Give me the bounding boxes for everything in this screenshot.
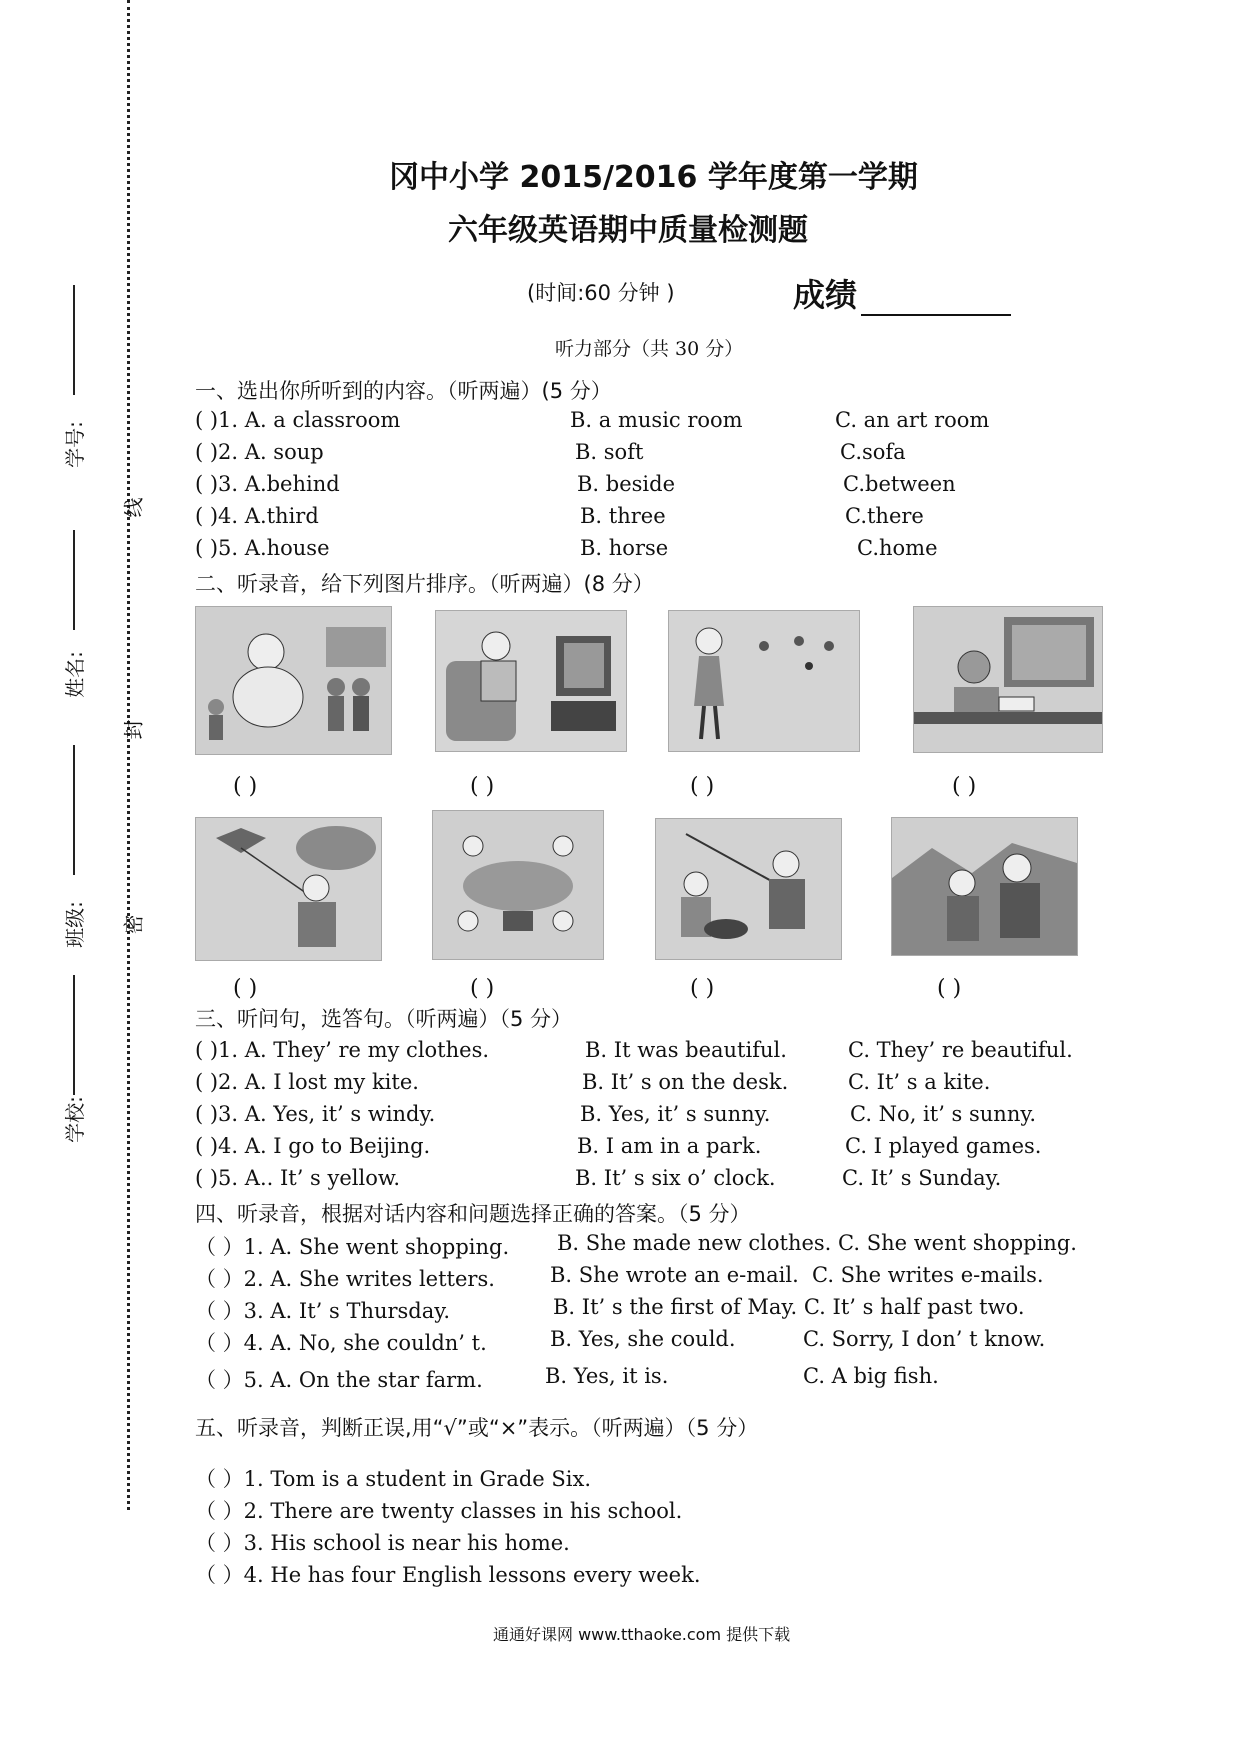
football-picture bbox=[668, 610, 860, 752]
s4-q5-b: B. Yes, it is. bbox=[545, 1364, 669, 1388]
s3-q1-b: B. It was beautiful. bbox=[585, 1038, 787, 1062]
s4-q4-b: B. Yes, she could. bbox=[550, 1327, 736, 1351]
s4-q1-b: B. She made new clothes. C. She went shopping. bbox=[557, 1231, 1077, 1255]
s4-q1-a: （ ）1. A. She went shopping. bbox=[195, 1235, 510, 1259]
watching-tv-picture bbox=[435, 610, 627, 752]
s4-q4-c: C. Sorry, I don’ t know. bbox=[803, 1327, 1046, 1351]
s5-q3: （ ）3. His school is near his home. bbox=[195, 1531, 570, 1555]
score-blank[interactable] bbox=[861, 286, 1011, 316]
seal-word-secret: 密 bbox=[121, 914, 146, 935]
s4-q2-b: B. She wrote an e-mail. bbox=[550, 1263, 799, 1287]
order-answer-3[interactable]: ( ) bbox=[690, 774, 715, 799]
fishing-picture bbox=[655, 818, 842, 960]
s1-q4-c: C.there bbox=[845, 504, 924, 528]
s3-q4-b: B. I am in a park. bbox=[577, 1134, 762, 1158]
time-label: (时间:60 分钟 ) bbox=[527, 281, 675, 305]
s3-q3-b: B. Yes, it’ s sunny. bbox=[580, 1102, 771, 1126]
order-answer-4[interactable]: ( ) bbox=[952, 774, 977, 799]
s5-q1: （ ）1. Tom is a student in Grade Six. bbox=[195, 1467, 592, 1491]
s1-q3-b: B. beside bbox=[577, 472, 676, 496]
school-rule bbox=[73, 975, 75, 1095]
section-2-heading: 二、听录音，给下列图片排序。（听两遍）(8 分） bbox=[195, 572, 654, 596]
s3-q3-a: ( )3. A. Yes, it’ s windy. bbox=[195, 1102, 436, 1126]
title-line-1: 冈中小学 2015/2016 学年度第一学期 bbox=[389, 160, 918, 195]
s5-q4: （ ）4. He has four English lessons every week. bbox=[195, 1563, 701, 1587]
name-rule bbox=[73, 530, 75, 630]
s1-q2-a: ( )2. A. soup bbox=[195, 440, 324, 464]
s4-q3-a: （ ）3. A. It’ s Thursday. bbox=[195, 1299, 451, 1323]
s3-q5-c: C. It’ s Sunday. bbox=[842, 1166, 1002, 1190]
s1-q1-c: C. an art room bbox=[835, 408, 990, 432]
s3-q2-b: B. It’ s on the desk. bbox=[582, 1070, 789, 1094]
order-answer-2[interactable]: ( ) bbox=[470, 774, 495, 799]
student-number-label: 学号: bbox=[62, 421, 87, 468]
s1-q2-c: C.sofa bbox=[840, 440, 906, 464]
s1-q5-c: C.home bbox=[857, 536, 938, 560]
binding-dotted-line bbox=[127, 0, 130, 1510]
seal-word-line: 线 bbox=[121, 497, 146, 518]
s4-q2-c: C. She writes e-mails. bbox=[812, 1263, 1044, 1287]
s3-q3-c: C. No, it’ s sunny. bbox=[850, 1102, 1037, 1126]
s1-q2-b: B. soft bbox=[575, 440, 644, 464]
s4-q5-a: （ ）5. A. On the star farm. bbox=[195, 1368, 483, 1392]
listening-part-label: 听力部分（共 30 分） bbox=[555, 338, 744, 360]
school-label: 学校: bbox=[62, 1096, 87, 1143]
s1-q5-a: ( )5. A.house bbox=[195, 536, 330, 560]
s3-q4-c: C. I played games. bbox=[845, 1134, 1042, 1158]
s3-q2-c: C. It’ s a kite. bbox=[848, 1070, 991, 1094]
s1-q3-c: C.between bbox=[843, 472, 956, 496]
order-answer-5[interactable]: ( ) bbox=[233, 976, 258, 1001]
s1-q3-a: ( )3. A.behind bbox=[195, 472, 340, 496]
reading-picture bbox=[913, 606, 1103, 753]
s4-q4-a: （ ）4. A. No, she couldn’ t. bbox=[195, 1331, 487, 1355]
s3-q1-a: ( )1. A. They’ re my clothes. bbox=[195, 1038, 490, 1062]
name-label: 姓名: bbox=[62, 651, 87, 698]
class-rule bbox=[73, 745, 75, 875]
s1-q5-b: B. horse bbox=[580, 536, 669, 560]
s3-q5-b: B. It’ s six o’ clock. bbox=[575, 1166, 776, 1190]
s1-q4-b: B. three bbox=[580, 504, 666, 528]
class-label: 班级: bbox=[62, 901, 87, 948]
s1-q4-a: ( )4. A.third bbox=[195, 504, 319, 528]
s3-q4-a: ( )4. A. I go to Beijing. bbox=[195, 1134, 431, 1158]
s3-q1-c: C. They’ re beautiful. bbox=[848, 1038, 1073, 1062]
title-line-2: 六年级英语期中质量检测题 bbox=[448, 213, 808, 248]
section-3-heading: 三、听问句，选答句。（听两遍）（5 分） bbox=[195, 1007, 573, 1031]
footer-source: 通通好课网 www.tthaoke.com 提供下载 bbox=[493, 1625, 791, 1644]
s4-q2-a: （ ）2. A. She writes letters. bbox=[195, 1267, 495, 1291]
great-wall-picture bbox=[891, 817, 1078, 956]
student-number-rule bbox=[73, 285, 75, 395]
order-answer-1[interactable]: ( ) bbox=[233, 774, 258, 799]
s4-q3-b: B. It’ s the first of May. C. It’ s half past two. bbox=[553, 1295, 1025, 1319]
s5-q2: （ ）2. There are twenty classes in his school. bbox=[195, 1499, 683, 1523]
order-answer-7[interactable]: ( ) bbox=[690, 976, 715, 1001]
s1-q1-a: ( )1. A. a classroom bbox=[195, 408, 401, 432]
section-1-heading: 一、选出你所听到的内容。（听两遍）(5 分） bbox=[195, 379, 612, 403]
seal-word-seal: 封 bbox=[121, 719, 146, 740]
order-answer-8[interactable]: ( ) bbox=[937, 976, 962, 1001]
section-4-heading: 四、听录音，根据对话内容和问题选择正确的答案。（5 分） bbox=[195, 1202, 751, 1226]
picnic-picture bbox=[432, 810, 604, 960]
kite-picture bbox=[195, 817, 382, 961]
section-5-heading: 五、听录音，判断正误,用“√”或“×”表示。（听两遍）（5 分） bbox=[195, 1416, 759, 1440]
s3-q2-a: ( )2. A. I lost my kite. bbox=[195, 1070, 419, 1094]
s3-q5-a: ( )5. A.. It’ s yellow. bbox=[195, 1166, 401, 1190]
s1-q1-b: B. a music room bbox=[570, 408, 743, 432]
score-label: 成绩 bbox=[793, 276, 858, 314]
parade-picture bbox=[195, 606, 392, 755]
score-field[interactable] bbox=[793, 270, 1011, 316]
s4-q5-c: C. A big fish. bbox=[803, 1364, 939, 1388]
order-answer-6[interactable]: ( ) bbox=[470, 976, 495, 1001]
